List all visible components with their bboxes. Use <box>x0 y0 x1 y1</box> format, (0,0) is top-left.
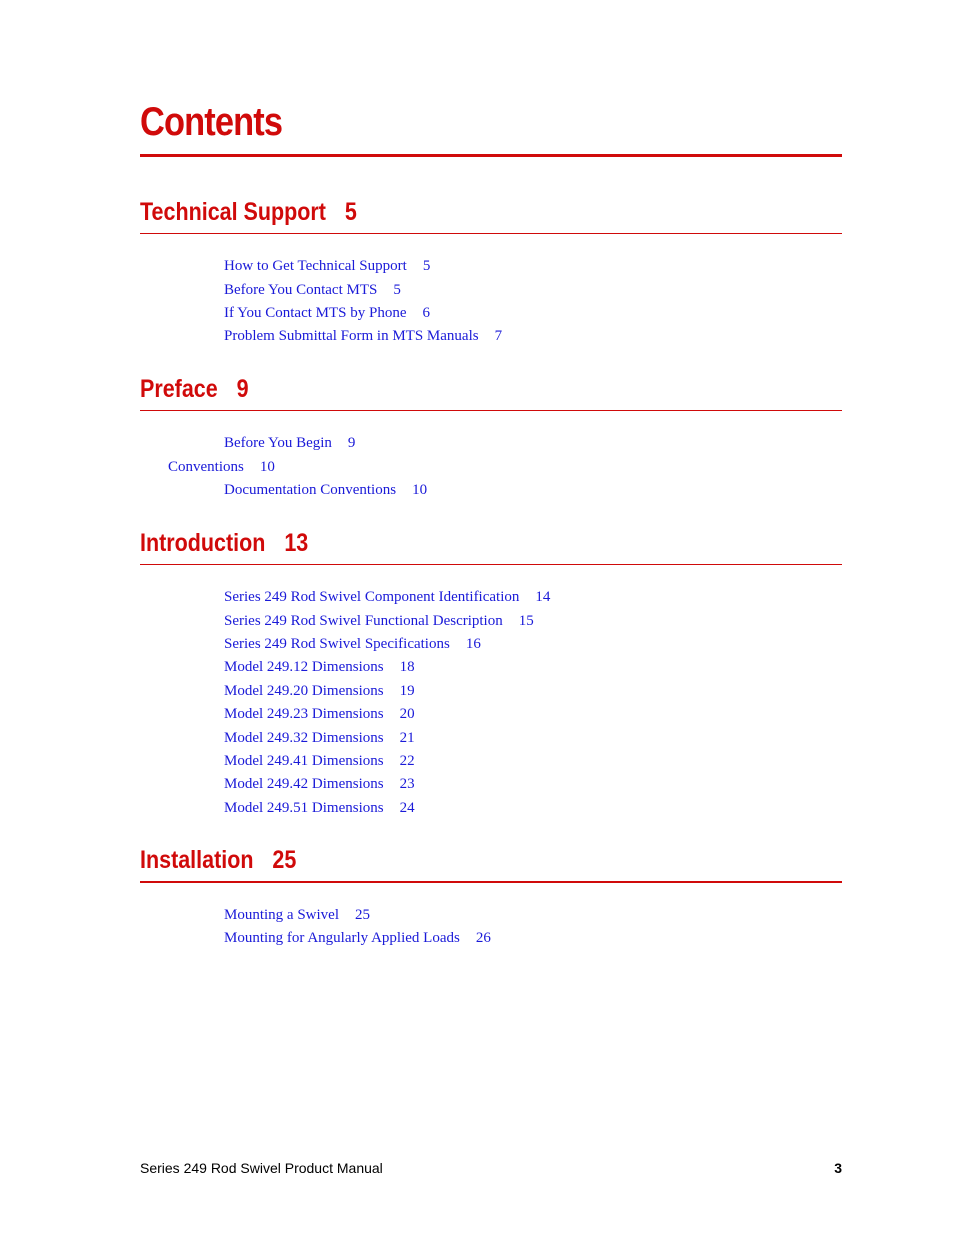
toc-entry-page: 20 <box>399 706 415 722</box>
section-title: Preface <box>140 375 218 403</box>
footer-page-number: 3 <box>834 1160 842 1176</box>
section-heading-preface[interactable] <box>140 375 249 404</box>
toc-entry-functional-description[interactable] <box>224 613 534 630</box>
toc-entry-label: Model 249.41 Dimensions <box>224 753 384 769</box>
toc-entry-model-249-23[interactable] <box>224 706 415 723</box>
section-title: Installation <box>140 846 254 874</box>
section-title: Technical Support <box>140 198 326 226</box>
toc-entry-label: Model 249.12 Dimensions <box>224 659 384 675</box>
toc-entry-conventions[interactable] <box>168 459 275 476</box>
section-heading-introduction[interactable] <box>140 529 308 558</box>
toc-entry-model-249-32[interactable] <box>224 730 415 747</box>
toc-entry-label: If You Contact MTS by Phone <box>224 305 407 321</box>
toc-entry-page: 22 <box>399 753 415 769</box>
footer-manual-title: Series 249 Rod Swivel Product Manual <box>140 1160 383 1176</box>
toc-entry-page: 19 <box>399 683 415 699</box>
toc-entry-problem-submittal-form[interactable] <box>224 328 502 345</box>
toc-entry-label: Mounting for Angularly Applied Loads <box>224 930 460 946</box>
toc-entry-page: 14 <box>535 589 551 605</box>
toc-entry-label: Series 249 Rod Swivel Specifications <box>224 636 450 652</box>
section-title: Introduction <box>140 529 266 557</box>
toc-entry-page: 26 <box>475 930 491 946</box>
toc-entry-label: Model 249.23 Dimensions <box>224 706 384 722</box>
toc-entry-label: Model 249.42 Dimensions <box>224 776 384 792</box>
toc-entry-model-249-12[interactable] <box>224 659 415 676</box>
toc-entry-label: Model 249.32 Dimensions <box>224 730 384 746</box>
section-rule <box>140 881 842 883</box>
toc-entry-label: Series 249 Rod Swivel Component Identification <box>224 589 520 605</box>
section-page-number: 13 <box>284 529 309 557</box>
toc-entry-component-identification[interactable] <box>224 589 550 606</box>
toc-entry-label: Conventions <box>168 459 244 475</box>
toc-entry-model-249-42[interactable] <box>224 776 415 793</box>
toc-entry-page: 5 <box>393 282 401 298</box>
toc-entry-before-you-contact-mts[interactable] <box>224 282 401 299</box>
section-page-number: 9 <box>236 375 249 403</box>
toc-entry-label: Model 249.20 Dimensions <box>224 683 384 699</box>
toc-entry-label: Mounting a Swivel <box>224 907 339 923</box>
section-page-number: 5 <box>344 198 357 226</box>
toc-entry-mounting-a-swivel[interactable] <box>224 907 370 924</box>
section-rule <box>140 410 842 411</box>
toc-entry-page: 24 <box>399 800 415 816</box>
toc-entry-page: 21 <box>399 730 415 746</box>
toc-entry-label: Series 249 Rod Swivel Functional Description <box>224 613 503 629</box>
toc-entry-label: Documentation Conventions <box>224 482 397 498</box>
toc-entry-how-to-get-technical-support[interactable] <box>224 258 430 275</box>
toc-entry-page: 25 <box>355 907 370 923</box>
toc-entry-page: 7 <box>494 328 503 344</box>
toc-entry-page: 23 <box>399 776 415 792</box>
toc-entry-page: 15 <box>518 613 534 629</box>
section-heading-installation[interactable] <box>140 846 296 875</box>
toc-entry-mounting-angularly-applied-loads[interactable] <box>224 930 491 947</box>
toc-entry-specifications[interactable] <box>224 636 481 653</box>
toc-entry-label: Before You Contact MTS <box>224 282 378 298</box>
toc-entry-label: Problem Submittal Form in MTS Manuals <box>224 328 479 344</box>
toc-entry-if-you-contact-mts-by-phone[interactable] <box>224 305 430 322</box>
toc-entry-page: 16 <box>465 636 481 652</box>
toc-entry-before-you-begin[interactable] <box>224 435 355 452</box>
toc-entry-model-249-41[interactable] <box>224 753 415 770</box>
section-rule <box>140 564 842 565</box>
toc-entry-page: 18 <box>399 659 415 675</box>
toc-entry-page: 10 <box>259 459 275 475</box>
toc-entry-documentation-conventions[interactable] <box>224 482 427 499</box>
toc-entry-page: 10 <box>412 482 428 498</box>
section-page-number: 25 <box>272 846 297 874</box>
toc-entry-model-249-51[interactable] <box>224 800 415 817</box>
toc-entry-label: How to Get Technical Support <box>224 258 407 274</box>
page-title: Contents <box>140 100 283 144</box>
toc-entry-page: 6 <box>422 305 431 321</box>
section-heading-technical-support[interactable] <box>140 198 357 227</box>
section-rule <box>140 233 842 234</box>
toc-entry-page: 9 <box>347 435 356 451</box>
title-rule <box>140 154 842 157</box>
toc-entry-label: Model 249.51 Dimensions <box>224 800 384 816</box>
toc-entry-model-249-20[interactable] <box>224 683 415 700</box>
toc-entry-label: Before You Begin <box>224 435 332 451</box>
toc-entry-page: 5 <box>422 258 431 274</box>
